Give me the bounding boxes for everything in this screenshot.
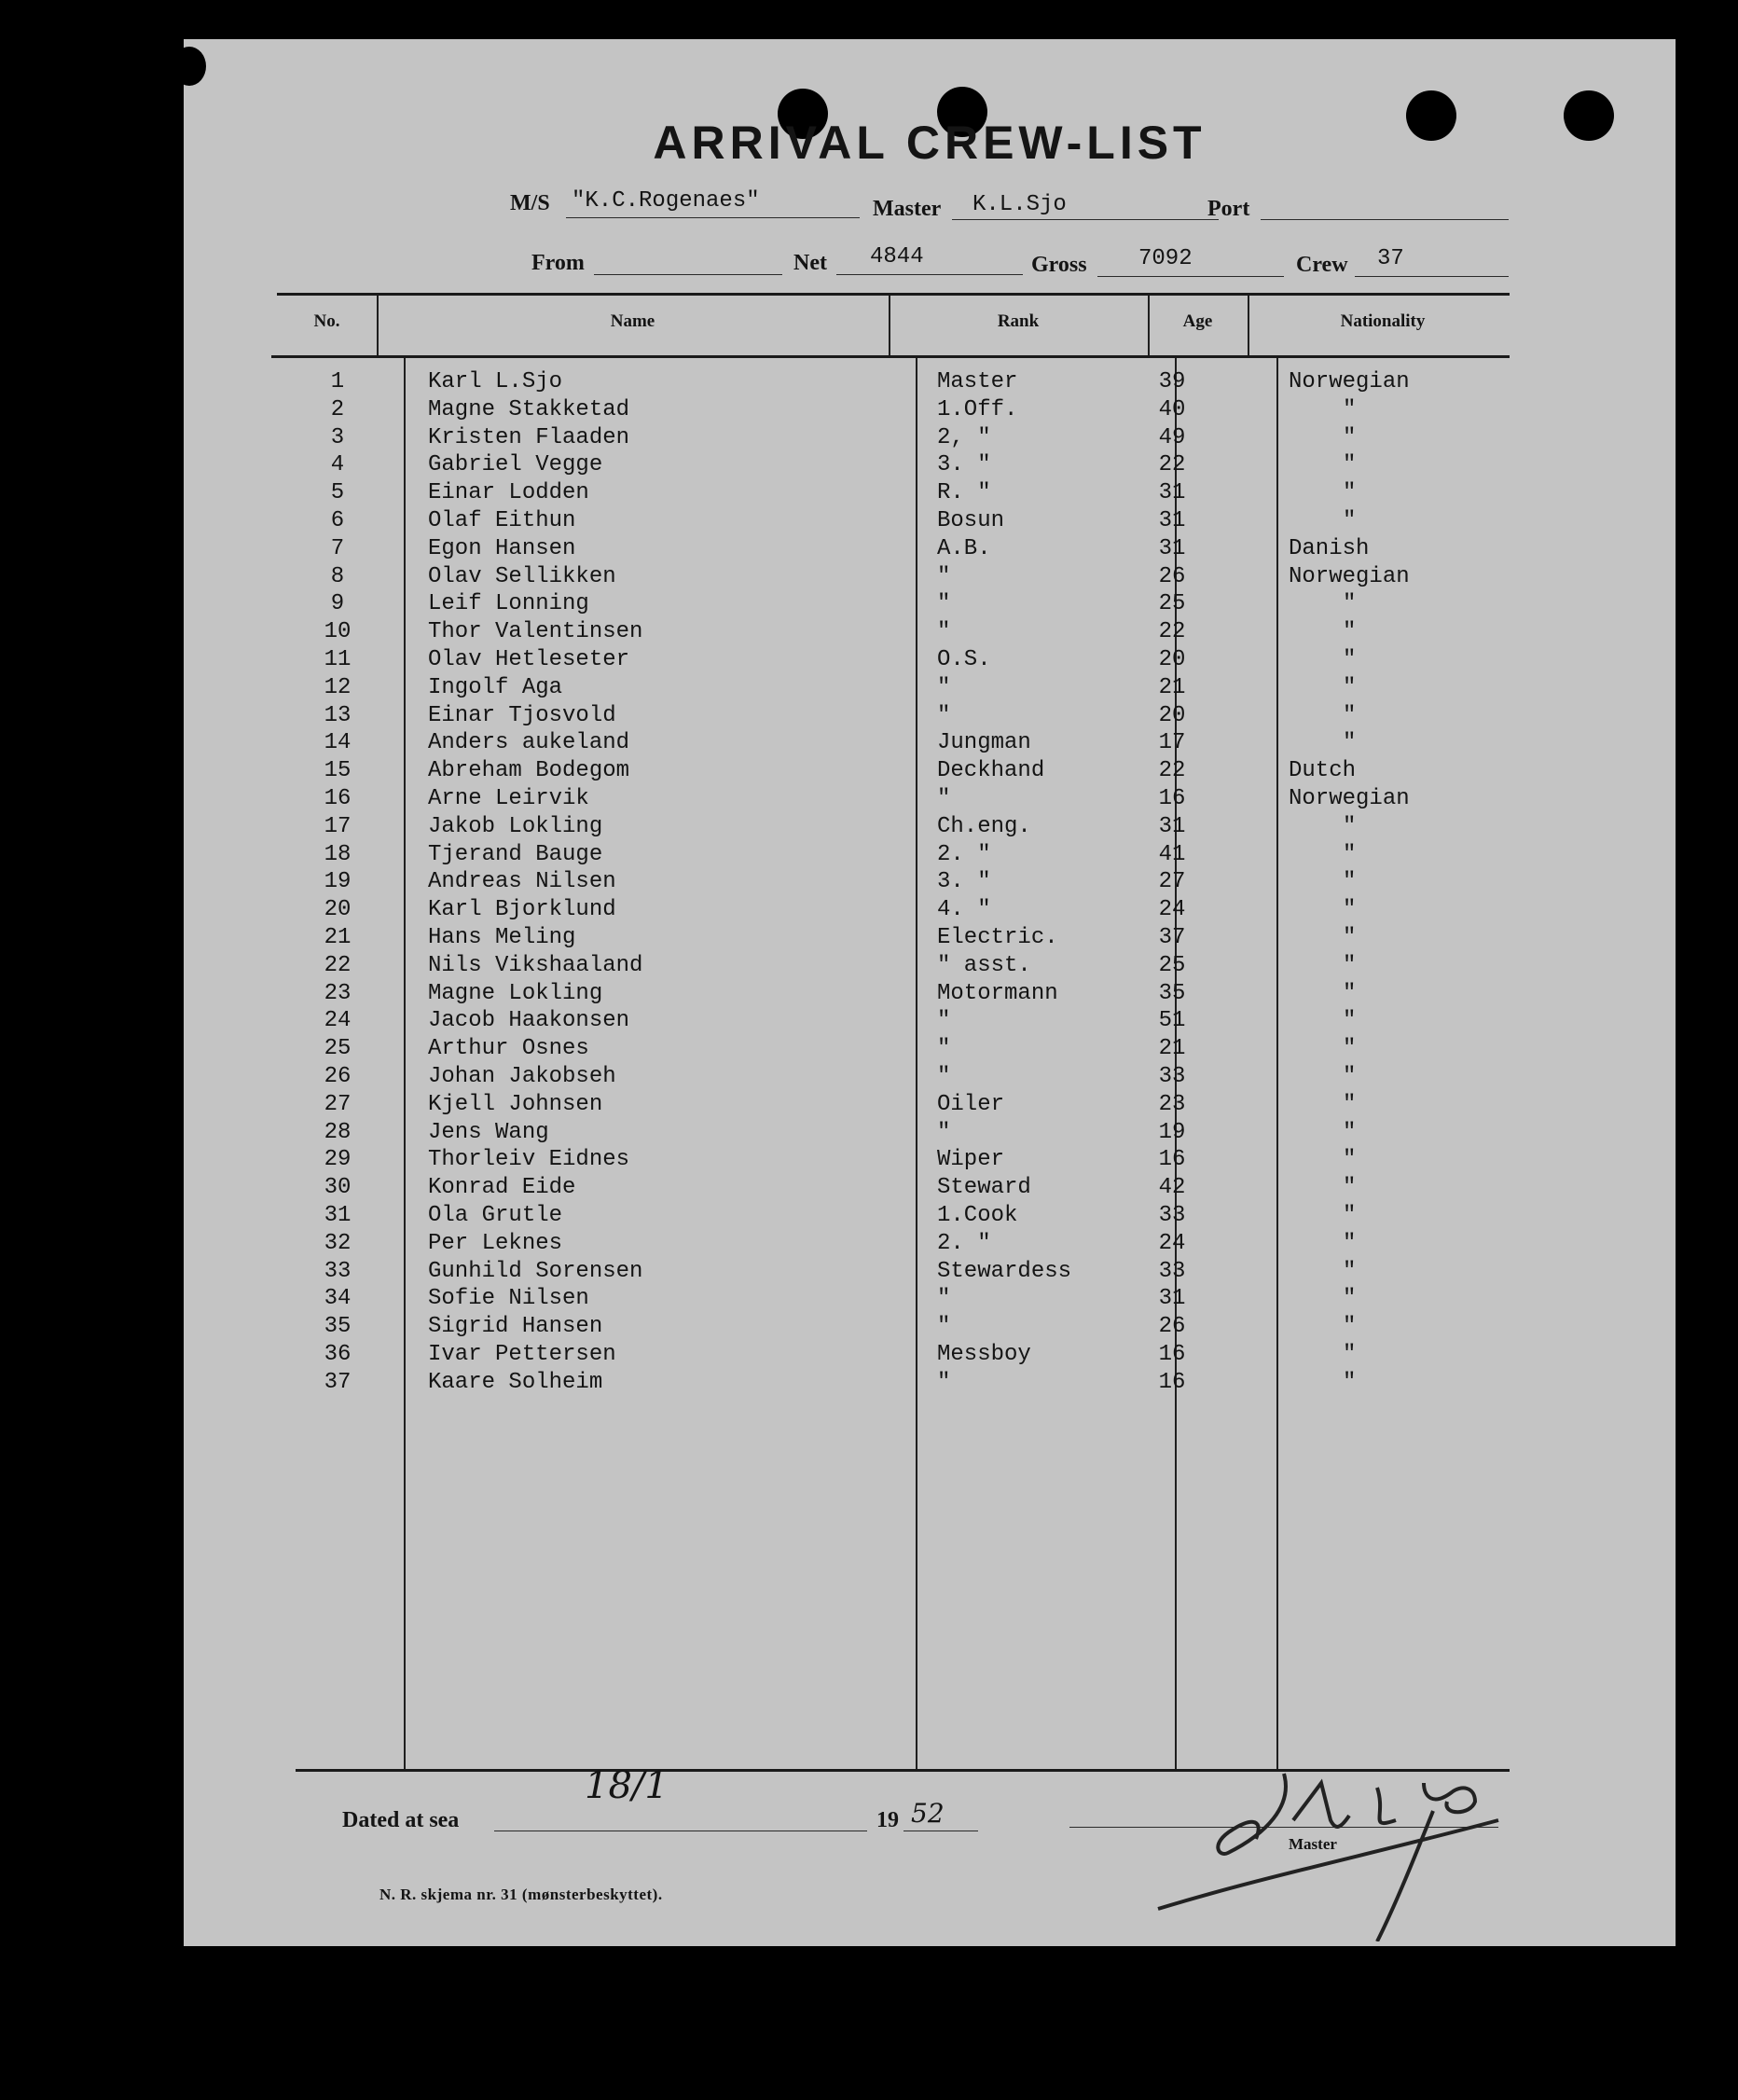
crew-nationality: ": [1343, 591, 1357, 617]
table-row: [184, 841, 1676, 869]
gross-label: Gross: [1031, 253, 1087, 277]
crew-no: 24: [324, 1008, 352, 1034]
crew-name: Nils Vikshaaland: [428, 952, 643, 978]
crew-age: 31: [1158, 508, 1186, 533]
table-row: [184, 507, 1676, 535]
table-row: [184, 785, 1676, 813]
table-row: [184, 1230, 1676, 1258]
crew-no: 17: [324, 813, 352, 839]
crew-name: Magne Stakketad: [428, 396, 630, 422]
master-line: [952, 219, 1219, 220]
table-row: [184, 1063, 1676, 1091]
crew-nationality: ": [1343, 1286, 1357, 1312]
crew-age: 31: [1158, 535, 1186, 561]
column-header-no: No.: [313, 311, 340, 331]
crew-name: Tjerand Bauge: [428, 841, 603, 867]
crew-name: Jens Wang: [428, 1119, 549, 1145]
crew-rank: ": [937, 591, 951, 617]
crew-name: Karl Bjorklund: [428, 897, 616, 923]
net-value: 4844: [870, 244, 924, 269]
crew-count: 37: [1377, 246, 1404, 271]
table-top-rule: [277, 293, 1510, 296]
crew-no: 33: [324, 1258, 352, 1284]
gross-line: [1097, 276, 1284, 277]
table-row: [184, 424, 1676, 452]
crew-no: 15: [324, 758, 352, 784]
crew-name: Konrad Eide: [428, 1175, 576, 1201]
ship-label: M/S: [510, 191, 550, 215]
form-reference: N. R. skjema nr. 31 (mønsterbeskyttet).: [379, 1886, 663, 1903]
crew-no: 21: [324, 925, 352, 950]
crew-nationality: Norwegian: [1289, 369, 1410, 394]
crew-rank: 2, ": [937, 424, 991, 450]
crew-name: Thorleiv Eidnes: [428, 1147, 630, 1173]
crew-no: 1: [330, 369, 345, 394]
crew-age: 26: [1158, 1314, 1186, 1340]
crew-name: Einar Tjosvold: [428, 702, 616, 728]
crew-nationality: ": [1343, 396, 1357, 422]
crew-no: 3: [330, 424, 345, 450]
signature-label: Master: [1289, 1835, 1337, 1853]
crew-rank: 2. ": [937, 1230, 991, 1256]
crew-name: Sofie Nilsen: [428, 1286, 589, 1312]
crew-age: 31: [1158, 813, 1186, 839]
crew-no: 6: [330, 508, 345, 533]
table-row: [184, 757, 1676, 785]
crew-age: 19: [1158, 1119, 1186, 1145]
crew-nationality: Danish: [1289, 535, 1370, 561]
crew-nationality: ": [1343, 897, 1357, 923]
crew-name: Olaf Eithun: [428, 508, 576, 533]
crew-line: [1355, 276, 1509, 277]
crew-name: Arthur Osnes: [428, 1036, 589, 1062]
crew-name: Abreham Bodegom: [428, 758, 630, 784]
table-row: [184, 1119, 1676, 1147]
crew-rank: ": [937, 1064, 951, 1089]
crew-no: 13: [324, 702, 352, 728]
year-handwritten: 52: [911, 1798, 945, 1829]
crew-rank: ": [937, 619, 951, 645]
crew-age: 39: [1158, 369, 1186, 394]
gross-value: 7092: [1138, 246, 1193, 271]
from-label: From: [531, 251, 585, 275]
crew-nationality: ": [1343, 730, 1357, 756]
crew-nationality: Norwegian: [1289, 563, 1410, 589]
crew-name: Jacob Haakonsen: [428, 1008, 630, 1034]
crew-age: 40: [1158, 396, 1186, 422]
date-handwritten: 18/1: [585, 1764, 669, 1807]
port-line: [1261, 219, 1509, 220]
crew-name: Anders aukeland: [428, 730, 630, 756]
crew-rank: 3. ": [937, 452, 991, 478]
crew-age: 37: [1158, 925, 1186, 950]
crew-nationality: Norwegian: [1289, 786, 1410, 811]
crew-age: 17: [1158, 730, 1186, 756]
crew-no: 19: [324, 869, 352, 895]
crew-age: 33: [1158, 1258, 1186, 1284]
table-row: [184, 896, 1676, 924]
crew-nationality: ": [1343, 480, 1357, 506]
ship-line: [566, 217, 860, 218]
table-row: [184, 1369, 1676, 1397]
table-row: [184, 674, 1676, 702]
year-prefix: 19: [876, 1808, 899, 1832]
table-row: [184, 590, 1676, 618]
crew-no: 16: [324, 786, 352, 811]
crew-rank: 1.Cook: [937, 1203, 1018, 1228]
crew-rank: Wiper: [937, 1147, 1005, 1173]
net-label: Net: [793, 251, 827, 275]
crew-name: Olav Sellikken: [428, 563, 616, 589]
table-row: [184, 646, 1676, 674]
crew-name: Leif Lonning: [428, 591, 589, 617]
column-header-age: Age: [1182, 311, 1213, 331]
table-row: [184, 535, 1676, 563]
crew-rank: Oiler: [937, 1091, 1005, 1117]
crew-no: 11: [324, 647, 352, 672]
crew-name: Per Leknes: [428, 1230, 563, 1256]
crew-age: 33: [1158, 1203, 1186, 1228]
crew-no: 37: [324, 1369, 352, 1395]
from-line: [594, 274, 782, 275]
master-signature: [1153, 1764, 1508, 1941]
ship-name: "K.C.Rogenaes": [572, 188, 760, 214]
crew-name: Ivar Pettersen: [428, 1342, 616, 1367]
crew-rank: ": [937, 563, 951, 589]
crew-age: 16: [1158, 1147, 1186, 1173]
crew-no: 14: [324, 730, 352, 756]
crew-no: 12: [324, 674, 352, 700]
crew-age: 24: [1158, 1230, 1186, 1256]
crew-rank: 3. ": [937, 869, 991, 895]
crew-nationality: ": [1343, 1314, 1357, 1340]
table-row: [184, 868, 1676, 896]
crew-rank: Motormann: [937, 980, 1058, 1006]
crew-no: 35: [324, 1314, 352, 1340]
crew-age: 23: [1158, 1091, 1186, 1117]
crew-age: 33: [1158, 1064, 1186, 1089]
crew-age: 20: [1158, 647, 1186, 672]
crew-nationality: ": [1343, 1091, 1357, 1117]
crew-no: 18: [324, 841, 352, 867]
master-name: K.L.Sjo: [972, 192, 1067, 217]
crew-age: 31: [1158, 480, 1186, 506]
crew-nationality: ": [1343, 424, 1357, 450]
table-row: [184, 396, 1676, 424]
crew-nationality: ": [1343, 1230, 1357, 1256]
crew-age: 22: [1158, 758, 1186, 784]
crew-age: 20: [1158, 702, 1186, 728]
table-row: [184, 729, 1676, 757]
crew-name: Ola Grutle: [428, 1203, 563, 1228]
crew-nationality: ": [1343, 1369, 1357, 1395]
crew-no: 5: [330, 480, 345, 506]
crew-name: Jakob Lokling: [428, 813, 603, 839]
crew-age: 24: [1158, 897, 1186, 923]
crew-age: 26: [1158, 563, 1186, 589]
crew-no: 23: [324, 980, 352, 1006]
table-row: [184, 1007, 1676, 1035]
net-line: [836, 274, 1023, 275]
crew-list-document: [184, 39, 1676, 1946]
table-row: [184, 952, 1676, 980]
crew-nationality: ": [1343, 813, 1357, 839]
crew-name: Kjell Johnsen: [428, 1091, 603, 1117]
crew-rank: Messboy: [937, 1342, 1031, 1367]
crew-nationality: ": [1343, 1342, 1357, 1367]
crew-age: 21: [1158, 1036, 1186, 1062]
crew-name: Kristen Flaaden: [428, 424, 630, 450]
crew-rank: A.B.: [937, 535, 991, 561]
crew-rank: ": [937, 1008, 951, 1034]
crew-age: 25: [1158, 952, 1186, 978]
table-row: [184, 451, 1676, 479]
master-label: Master: [873, 197, 942, 221]
crew-nationality: ": [1343, 647, 1357, 672]
table-row: [184, 702, 1676, 730]
crew-rank: R. ": [937, 480, 991, 506]
crew-no: 29: [324, 1147, 352, 1173]
crew-no: 28: [324, 1119, 352, 1145]
crew-nationality: ": [1343, 952, 1357, 978]
crew-nationality: ": [1343, 1175, 1357, 1201]
port-label: Port: [1207, 197, 1250, 221]
crew-nationality: ": [1343, 1147, 1357, 1173]
table-row: [184, 479, 1676, 507]
crew-nationality: ": [1343, 1008, 1357, 1034]
crew-rank: O.S.: [937, 647, 991, 672]
crew-no: 32: [324, 1230, 352, 1256]
crew-nationality: ": [1343, 1258, 1357, 1284]
crew-name: Einar Lodden: [428, 480, 589, 506]
crew-no: 36: [324, 1342, 352, 1367]
crew-rank: ": [937, 702, 951, 728]
crew-nationality: ": [1343, 1203, 1357, 1228]
crew-nationality: ": [1343, 508, 1357, 533]
crew-rank: ": [937, 1119, 951, 1145]
crew-no: 31: [324, 1203, 352, 1228]
crew-no: 9: [330, 591, 345, 617]
crew-age: 16: [1158, 1369, 1186, 1395]
page-title: ARRIVAL CREW-LIST: [653, 117, 1207, 169]
dated-label: Dated at sea: [342, 1808, 460, 1832]
crew-age: 25: [1158, 591, 1186, 617]
crew-name: Magne Lokling: [428, 980, 603, 1006]
crew-nationality: ": [1343, 1036, 1357, 1062]
crew-name: Andreas Nilsen: [428, 869, 616, 895]
crew-name: Kaare Solheim: [428, 1369, 603, 1395]
crew-nationality: ": [1343, 452, 1357, 478]
crew-no: 27: [324, 1091, 352, 1117]
crew-no: 25: [324, 1036, 352, 1062]
crew-rank: ": [937, 1036, 951, 1062]
table-row: [184, 1091, 1676, 1119]
table-row: [184, 1146, 1676, 1174]
crew-name: Gabriel Vegge: [428, 452, 603, 478]
crew-rank: ": [937, 1314, 951, 1340]
table-row: [184, 1313, 1676, 1341]
crew-rank: Deckhand: [937, 758, 1045, 784]
crew-name: Johan Jakobseh: [428, 1064, 616, 1089]
table-row: [184, 980, 1676, 1008]
crew-rank: ": [937, 1286, 951, 1312]
crew-no: 30: [324, 1175, 352, 1201]
crew-rank: Master: [937, 369, 1018, 394]
crew-name: Ingolf Aga: [428, 674, 563, 700]
crew-name: Gunhild Sorensen: [428, 1258, 643, 1284]
crew-nationality: ": [1343, 1064, 1357, 1089]
crew-rank: Steward: [937, 1175, 1031, 1201]
crew-no: 22: [324, 952, 352, 978]
crew-rank: ": [937, 674, 951, 700]
crew-rank: 2. ": [937, 841, 991, 867]
crew-rank: Ch.eng.: [937, 813, 1031, 839]
crew-rank: ": [937, 1369, 951, 1395]
table-row: [184, 813, 1676, 841]
crew-rank: 4. ": [937, 897, 991, 923]
table-row: [184, 1174, 1676, 1202]
crew-nationality: ": [1343, 702, 1357, 728]
crew-no: 34: [324, 1286, 352, 1312]
table-row: [184, 1035, 1676, 1063]
table-row: [184, 368, 1676, 396]
table-row: [184, 1341, 1676, 1369]
column-header-name: Name: [610, 311, 655, 331]
crew-age: 16: [1158, 1342, 1186, 1367]
crew-age: 42: [1158, 1175, 1186, 1201]
column-header-nationality: Nationality: [1340, 311, 1426, 331]
crew-age: 41: [1158, 841, 1186, 867]
crew-no: 7: [330, 535, 345, 561]
crew-nationality: ": [1343, 925, 1357, 950]
crew-rank: Electric.: [937, 925, 1058, 950]
crew-rank: Jungman: [937, 730, 1031, 756]
crew-nationality: ": [1343, 980, 1357, 1006]
table-row: [184, 924, 1676, 952]
crew-name: Karl L.Sjo: [428, 369, 563, 394]
crew-nationality: Dutch: [1289, 758, 1357, 784]
table-header-rule: [271, 355, 1510, 358]
crew-no: 8: [330, 563, 345, 589]
crew-no: 2: [330, 396, 345, 422]
table-row: [184, 563, 1676, 591]
crew-name: Egon Hansen: [428, 535, 576, 561]
crew-name: Hans Meling: [428, 925, 576, 950]
crew-nationality: ": [1343, 841, 1357, 867]
table-row: [184, 1285, 1676, 1313]
crew-age: 27: [1158, 869, 1186, 895]
crew-rank: " asst.: [937, 952, 1031, 978]
crew-rank: Stewardess: [937, 1258, 1072, 1284]
crew-age: 22: [1158, 619, 1186, 645]
punch-hole: [172, 47, 206, 86]
crew-nationality: ": [1343, 674, 1357, 700]
crew-age: 35: [1158, 980, 1186, 1006]
crew-nationality: ": [1343, 869, 1357, 895]
crew-name: Sigrid Hansen: [428, 1314, 603, 1340]
crew-age: 51: [1158, 1008, 1186, 1034]
crew-no: 26: [324, 1064, 352, 1089]
crew-rank: 1.Off.: [937, 396, 1018, 422]
crew-name: Arne Leirvik: [428, 786, 589, 811]
crew-age: 21: [1158, 674, 1186, 700]
table-row: [184, 618, 1676, 646]
crew-age: 31: [1158, 1286, 1186, 1312]
table-row: [184, 1202, 1676, 1230]
crew-name: Thor Valentinsen: [428, 619, 643, 645]
crew-nationality: ": [1343, 1119, 1357, 1145]
crew-name: Olav Hetleseter: [428, 647, 630, 672]
column-header-rank: Rank: [997, 311, 1040, 331]
crew-no: 20: [324, 897, 352, 923]
crew-age: 49: [1158, 424, 1186, 450]
crew-nationality: ": [1343, 619, 1357, 645]
table-row: [184, 1258, 1676, 1286]
crew-no: 10: [324, 619, 352, 645]
crew-rank: ": [937, 786, 951, 811]
crew-age: 16: [1158, 786, 1186, 811]
crew-no: 4: [330, 452, 345, 478]
crew-age: 22: [1158, 452, 1186, 478]
crew-rank: Bosun: [937, 508, 1005, 533]
crew-label: Crew: [1296, 253, 1348, 277]
